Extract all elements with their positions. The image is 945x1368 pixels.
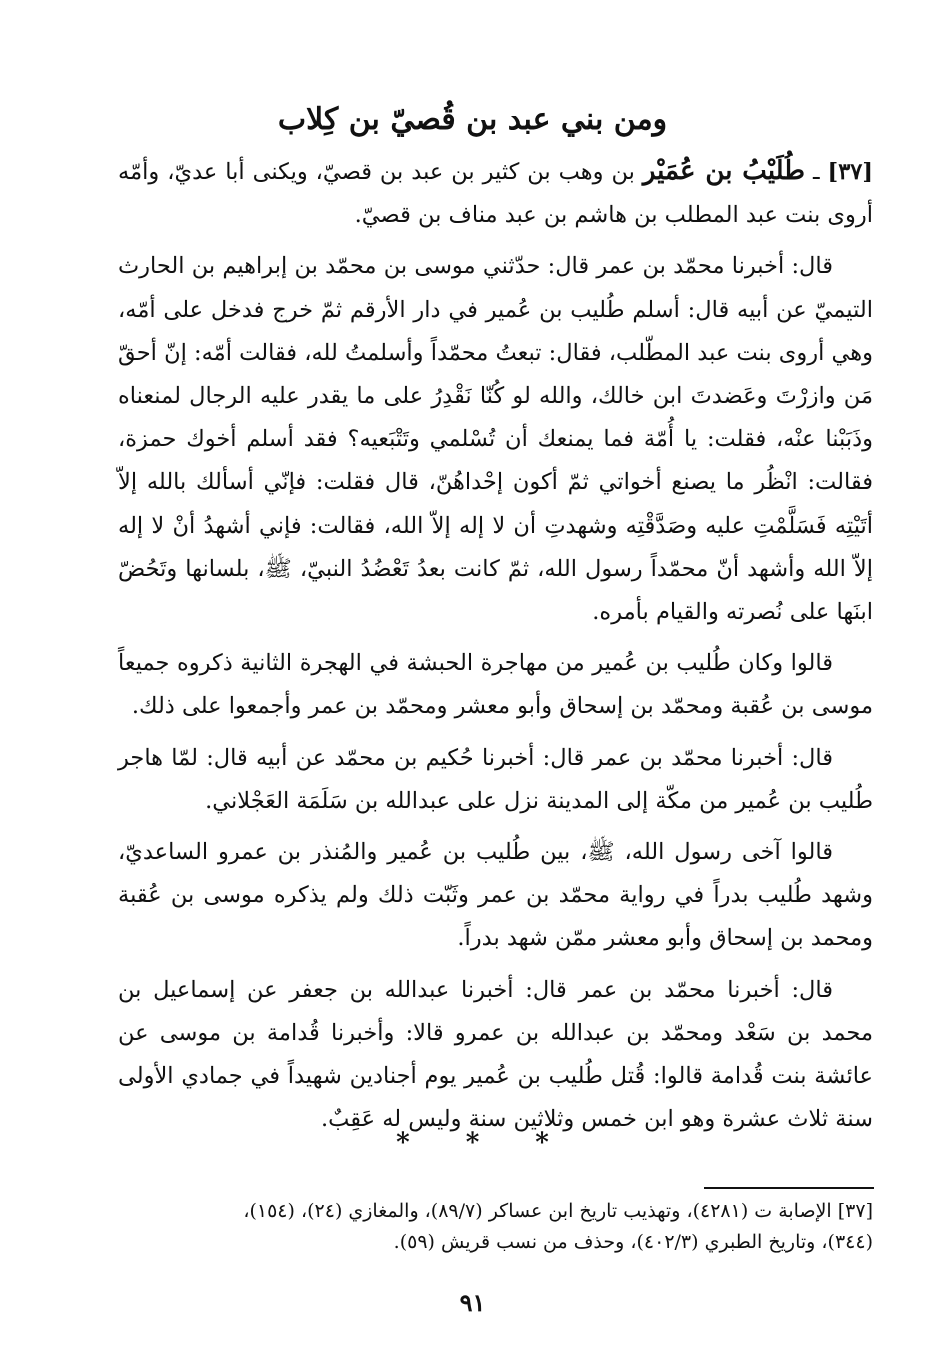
entry-name: طُلَيْبُ بن عُمَيْر [642,156,805,186]
paragraph-1: قال: أخبرنا محمّد بن عمر قال: حدّثني موسى بن محمّد بن إبراهيم بن الحارث التيميّ عن أبيه قال: أسلم طُليب بن عُمير في دار الأرقم ثمّ خرج فدخل على أمّه، وهي أروى بنت عبد المطّلب، فقال: تبعتُ محمّداً وأسلمتُ لله، فقالت أمّه: إنّ أحقّ مَن وازرْتَ وعَضدتَ ابن خالك، والله لو كُنّا نَقْدِرُ على ما يقدر عليه الرجال لمنعناه وذَبَبْنا عنْه، فقلت: يا أُمّة فما يمنعك أن تُسْلمي وتَتْبَعيه؟ فقد أسلم أخوك حمزة، فقالت: انْظُر ما يصنع أخواتي ثمّ أكون إحْداهُنّ، قال فقلت: فإنّي أسألك بالله إلاّ أتَيْتِه فَسَلَّمْتِ عليه وصَدَّقْتِه وشهدتِ أن لا إله إلاّ الله، فقالت: فإني أشهدُ أنْ لا إله إلاّ الله وأشهد أنّ محمّداً رسول الله، ثمّ كانت بعدُ تَعْضُدُ النبيّ، ﷺ، بلسانها وتَحُضّ ابنَها على نُصرته والقيام بأمره. [118,253,873,626]
paragraph-3: قال: أخبرنا محمّد بن عمر قال: أخبرنا حُكيم بن محمّد عن أبيه قال: لمّا هاجر طُليب بن عُمير من مكّة إلى المدينة نزل على عبدالله بن سَلَمَة العَجْلاني. [118,744,873,814]
star-3: * [535,1128,549,1158]
paragraph-2: قالوا وكان طُليب بن عُمير من مهاجرة الحبشة في الهجرة الثانية ذكروه جميعاً موسى بن عُقبة ومحمّد بن إسحاق وأبو معشر ومحمّد بن عمر وأجمعوا على ذلك. [118,650,873,720]
entry-paragraph [118,150,873,237]
footnote-line-2: (٣٤٤)، وتاريخ الطبري (٤٠٢/٣)، وحذف من نسب قريش (٥٩). [393,1231,873,1253]
footnote-divider [704,1187,874,1189]
entry-separator: ـ [805,159,828,185]
section-heading: ومن بني عبد بن قُصيّ بن كِلاب [277,102,668,137]
main-text [118,150,873,1149]
page-number: ٩١ [459,1288,486,1317]
star-1: * [396,1128,410,1158]
star-2: * [465,1128,480,1158]
paragraph-4: قالوا آخى رسول الله، ﷺ، بين طُليب بن عُمير والمُنذر بن عمرو الساعديّ، وشهد طُليب بدراً في رواية محمّد بن عمر وثَبّت ذلك ولم يذكره موسى بن عُقبة ومحمد بن إسحاق وأبو معشر ممّن شهد بدراً. [118,839,873,952]
footnotes [118,1196,873,1258]
section-separator [0,1128,945,1158]
entry-description: بن وهب بن كثير بن عبد بن قصيّ، ويكنى أبا عديّ، وأمّه أروى بنت عبد المطلب بن هاشم بن عبد مناف بن قصيّ. [118,159,873,229]
paragraph-5: قال: أخبرنا محمّد بن عمر قال: أخبرنا عبدالله بن جعفر عن إسماعيل بن محمد بن سَعْد ومحمّد بن عبدالله بن عمرو قالا: وأخبرنا قُدامة بن موسى عن عائشة بنت قُدامة قالوا: قُتل طُليب بن عُمير يوم أجنادين شهيداً في جمادي الأولى سنة ثلاث عشرة وهو ابن خمس وثلاثين سنة وليس له عَقِبٌ. [118,976,873,1133]
entry-number: [٣٧] [827,159,874,185]
footnote-line-1: [٣٧] الإصابة ت (٤٢٨١)، وتهذيب تاريخ ابن عساكر (٨٩/٧)، والمغازي (٢٤)، (١٥٤)، [243,1200,873,1222]
